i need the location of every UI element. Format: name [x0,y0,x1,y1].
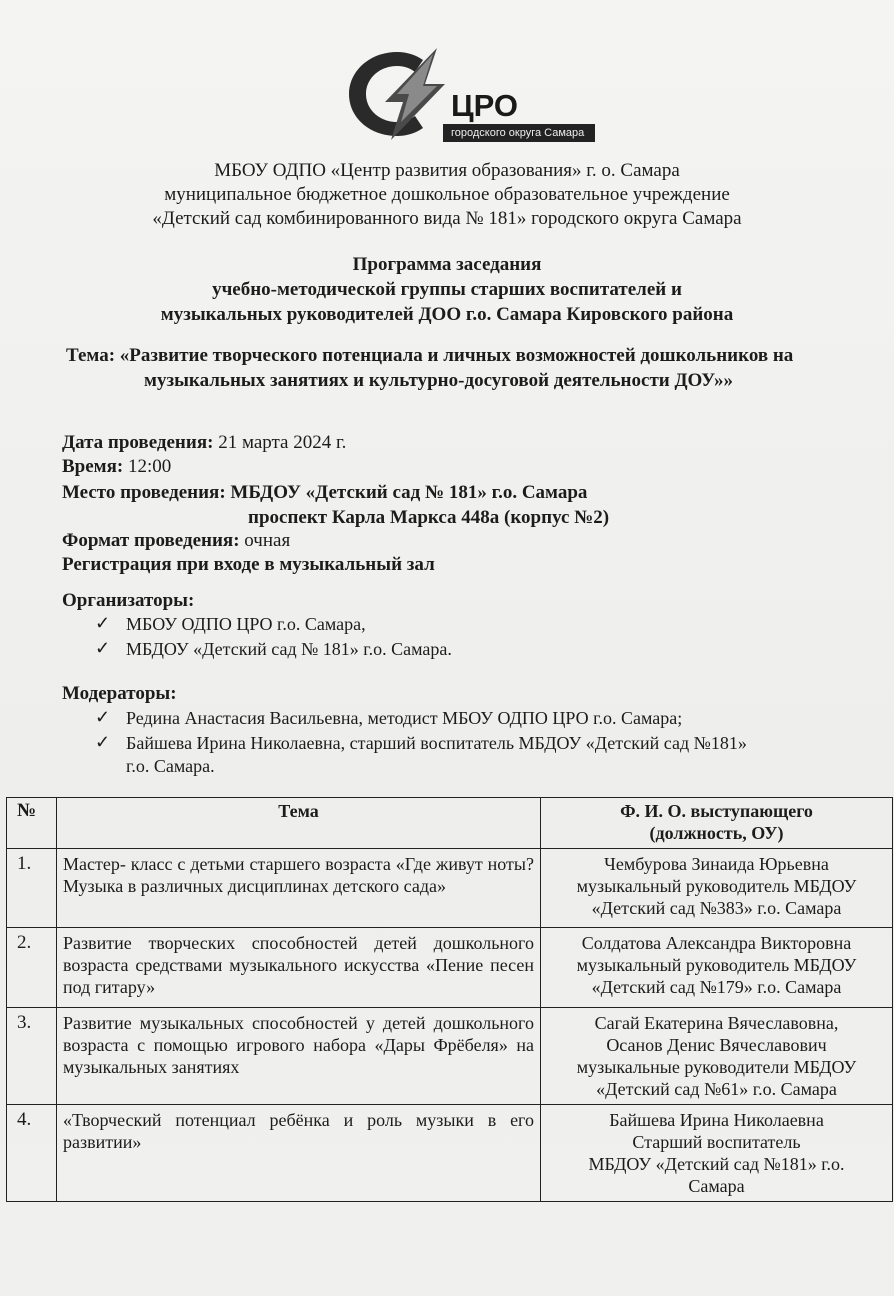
header-speaker-line-1: Ф. И. О. выступающего [620,801,813,821]
time-row [62,456,171,478]
checkmark-icon: ✓ [95,613,111,633]
logo-subtitle: городского округа Самара [443,124,595,142]
table-row [7,1105,893,1202]
row-topic [57,928,541,1008]
program-title-3: музыкальных руководителей ДОО г.о. Самара Кировского района [160,304,734,325]
cro-emblem-icon [345,44,455,144]
checkmark-icon: ✓ [95,732,111,752]
header-line-1: МБОУ ОДПО «Центр развития образования» г. о. Самара [214,160,680,181]
date-row [62,432,346,454]
row-topic [57,1008,541,1105]
speaker-line: Солдатова Александра Викторовна [581,933,852,953]
program-title-2: учебно-методической группы старших воспитателей и [212,279,682,300]
speaker-line: музыкальный руководитель МБДОУ [576,955,857,975]
row-topic-text: Развитие творческих способностей детей дошкольного возраста средствами музыкального искусства «Пение песен под гитару» [63,933,534,997]
place-line-1: Место проведения: МБДОУ «Детский сад № 181» г.о. Самара [62,482,588,503]
table-row [7,849,893,928]
format-row [62,530,290,552]
header-num: № [7,798,57,849]
row-topic-text: Мастер- класс с детьми старшего возраста «Где живут ноты? Музыка в различных дисциплинах детского сада» [63,854,534,896]
place-line-2: проспект Карла Маркса 448а (корпус №2) [248,507,610,528]
table-row [7,1008,893,1105]
header-speaker [541,798,893,849]
checkmark-icon: ✓ [95,638,111,658]
date-value: 21 марта 2024 г. [218,432,347,453]
row-speaker [541,928,893,1008]
time-value: 12:00 [127,456,172,477]
organizers-label: Организаторы: [62,590,195,611]
moderator-item-continued: г.о. Самара. [126,756,215,776]
moderator-item: Редина Анастасия Васильевна, методист МБОУ ОДПО ЦРО г.о. Самара; [126,708,683,728]
checkmark-icon: ✓ [95,707,111,727]
organizer-item: МБОУ ОДПО ЦРО г.о. Самара, [126,614,366,634]
registration: Регистрация при входе в музыкальный зал [62,554,435,575]
row-speaker [541,1105,893,1202]
header-speaker-line-2: (должность, ОУ) [649,823,784,843]
date-label: Дата проведения: [62,432,214,453]
speaker-line: Самара [688,1176,745,1196]
speaker-line: Старший воспитатель [632,1132,801,1152]
theme-line-1: Тема: «Развитие творческого потенциала и личных возможностей дошкольников на [66,345,794,366]
format-value: очная [244,530,291,551]
moderators-label: Модераторы: [62,683,177,704]
table-row [7,928,893,1008]
row-num: 4. [7,1105,57,1202]
speaker-line: Сагай Екатерина Вячеславовна, [594,1013,839,1033]
row-num: 1. [7,849,57,928]
cro-logo [345,44,605,148]
row-speaker [541,1008,893,1105]
row-speaker [541,849,893,928]
row-num: 3. [7,1008,57,1105]
row-topic [57,849,541,928]
header-line-2: муниципальное бюджетное дошкольное образовательное учреждение [164,184,730,205]
time-label: Время: [62,456,124,477]
format-label: Формат проведения: [62,530,240,551]
speaker-line: Байшева Ирина Николаевна [609,1110,824,1130]
speaker-line: МБДОУ «Детский сад №181» г.о. [588,1154,845,1174]
row-topic-text: Развитие музыкальных способностей у детей дошкольного возраста с помощью игрового набора «Дары Фрёбеля» на музыкальных занятиях [63,1013,534,1077]
theme-line-2: музыкальных занятиях и культурно-досуговой деятельности ДОУ»» [144,370,733,391]
program-table [6,797,893,1202]
speaker-line: музыкальный руководитель МБДОУ [576,876,857,896]
speaker-line: «Детский сад №383» г.о. Самара [591,898,842,918]
row-topic [57,1105,541,1202]
table-header-row [7,798,893,849]
speaker-line: «Детский сад №179» г.о. Самара [591,977,842,997]
header-topic: Тема [57,798,541,849]
header-line-3: «Детский сад комбинированного вида № 181» городского округа Самара [152,208,742,229]
speaker-line: Осанов Денис Вячеславович [606,1035,827,1055]
row-topic-text: «Творческий потенциал ребёнка и роль музыки в его развитии» [63,1110,534,1152]
speaker-line: «Детский сад №61» г.о. Самара [596,1079,837,1099]
program-title-1: Программа заседания [352,254,542,275]
logo-title: ЦРО [451,88,519,123]
speaker-line: Чембурова Зинаида Юрьевна [604,854,829,874]
moderator-item: Байшева Ирина Николаевна, старший воспитатель МБДОУ «Детский сад №181» [126,733,747,753]
row-num: 2. [7,928,57,1008]
organizer-item: МБДОУ «Детский сад № 181» г.о. Самара. [126,639,452,659]
speaker-line: музыкальные руководители МБДОУ [576,1057,857,1077]
